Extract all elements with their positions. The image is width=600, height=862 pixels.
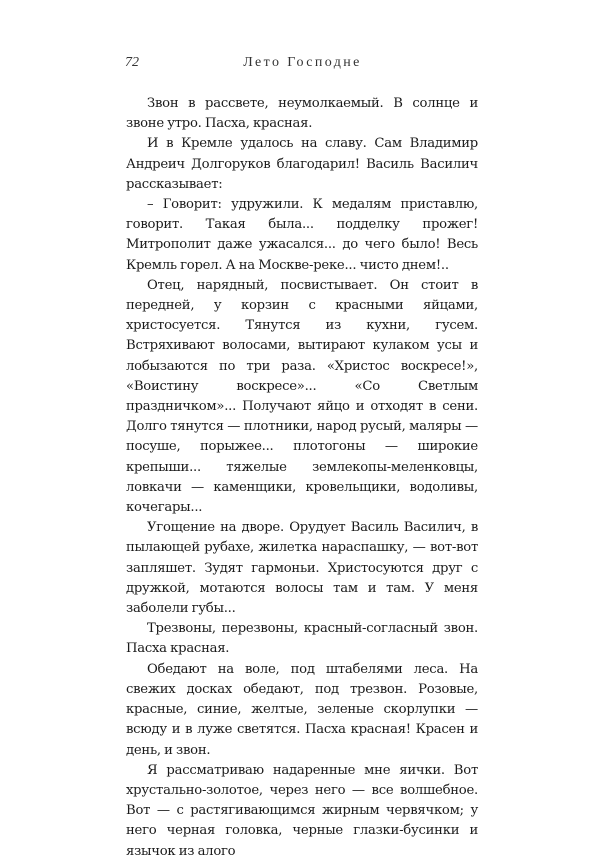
paragraph: Трезвоны, перезвоны, красный-согласный звон. Пасха красная.	[126, 621, 478, 657]
paragraph: Обедают на воле, под штабелями леса. На свежих досках обедают, под трезвон. Розовые, красные, синие, желтые, зеленые скорлупки — всюду и в луже светятся. Пасха красная! Красен и день, и звон.	[126, 661, 478, 758]
paragraph: – Говорит: удружили. К медалям приставлю, говорит. Такая была... подделку прожег! Митрополит даже ужасался... до чего было! Весь Кремль горел. А на Москве-реке... чисто днем!..	[126, 197, 478, 273]
paragraph: Звон в рассвете, неумолкаемый. В солнце и звоне утро. Пасха, красная.	[126, 96, 478, 132]
running-title: Лето Господне	[243, 55, 362, 70]
paragraph: Угощение на дворе. Орудует Василь Василич, в пылающей рубахе, жилетка нараспашку, — вот-вот запляшет. Зудят гармоньи. Христосуются друг с дружкой, мотаются волосы там и там. У меня заболели губы...	[126, 520, 478, 617]
body-text	[126, 94, 478, 862]
page-number: 72	[125, 55, 139, 70]
paragraph: И в Кремле удалось на славу. Сам Владимир Андреич Долгоруков благодарил! Василь Василич рассказывает:	[126, 136, 478, 192]
paragraph: Я рассматриваю надаренные мне яички. Вот хрустально-золотое, через него — все волшебное. Вот — с растягивающимся жирным червячком; у него черная головка, черные глазки-бусинки и язычок из алого	[126, 762, 478, 859]
page-header	[125, 55, 480, 77]
paragraph: Отец, нарядный, посвистывает. Он стоит в передней, у корзин с красными яйцами, христосуется. Тянутся из кухни, гусем. Встряхивают волосами, вытирают кулаком усы и лобызаются по три раза. «Христос воскресе!», «Воистину воскресе»... «Со Светлым праздничком»... Получают яйцо и отходят в сени. Долго тянутся — плотники, народ русый, маляры — посуше, порыжее... плотогоны — широкие крепыши... тяжелые землекопы-меленковцы, ловкачи — каменщики, кровельщики, водоливы, кочегары...	[126, 277, 478, 516]
